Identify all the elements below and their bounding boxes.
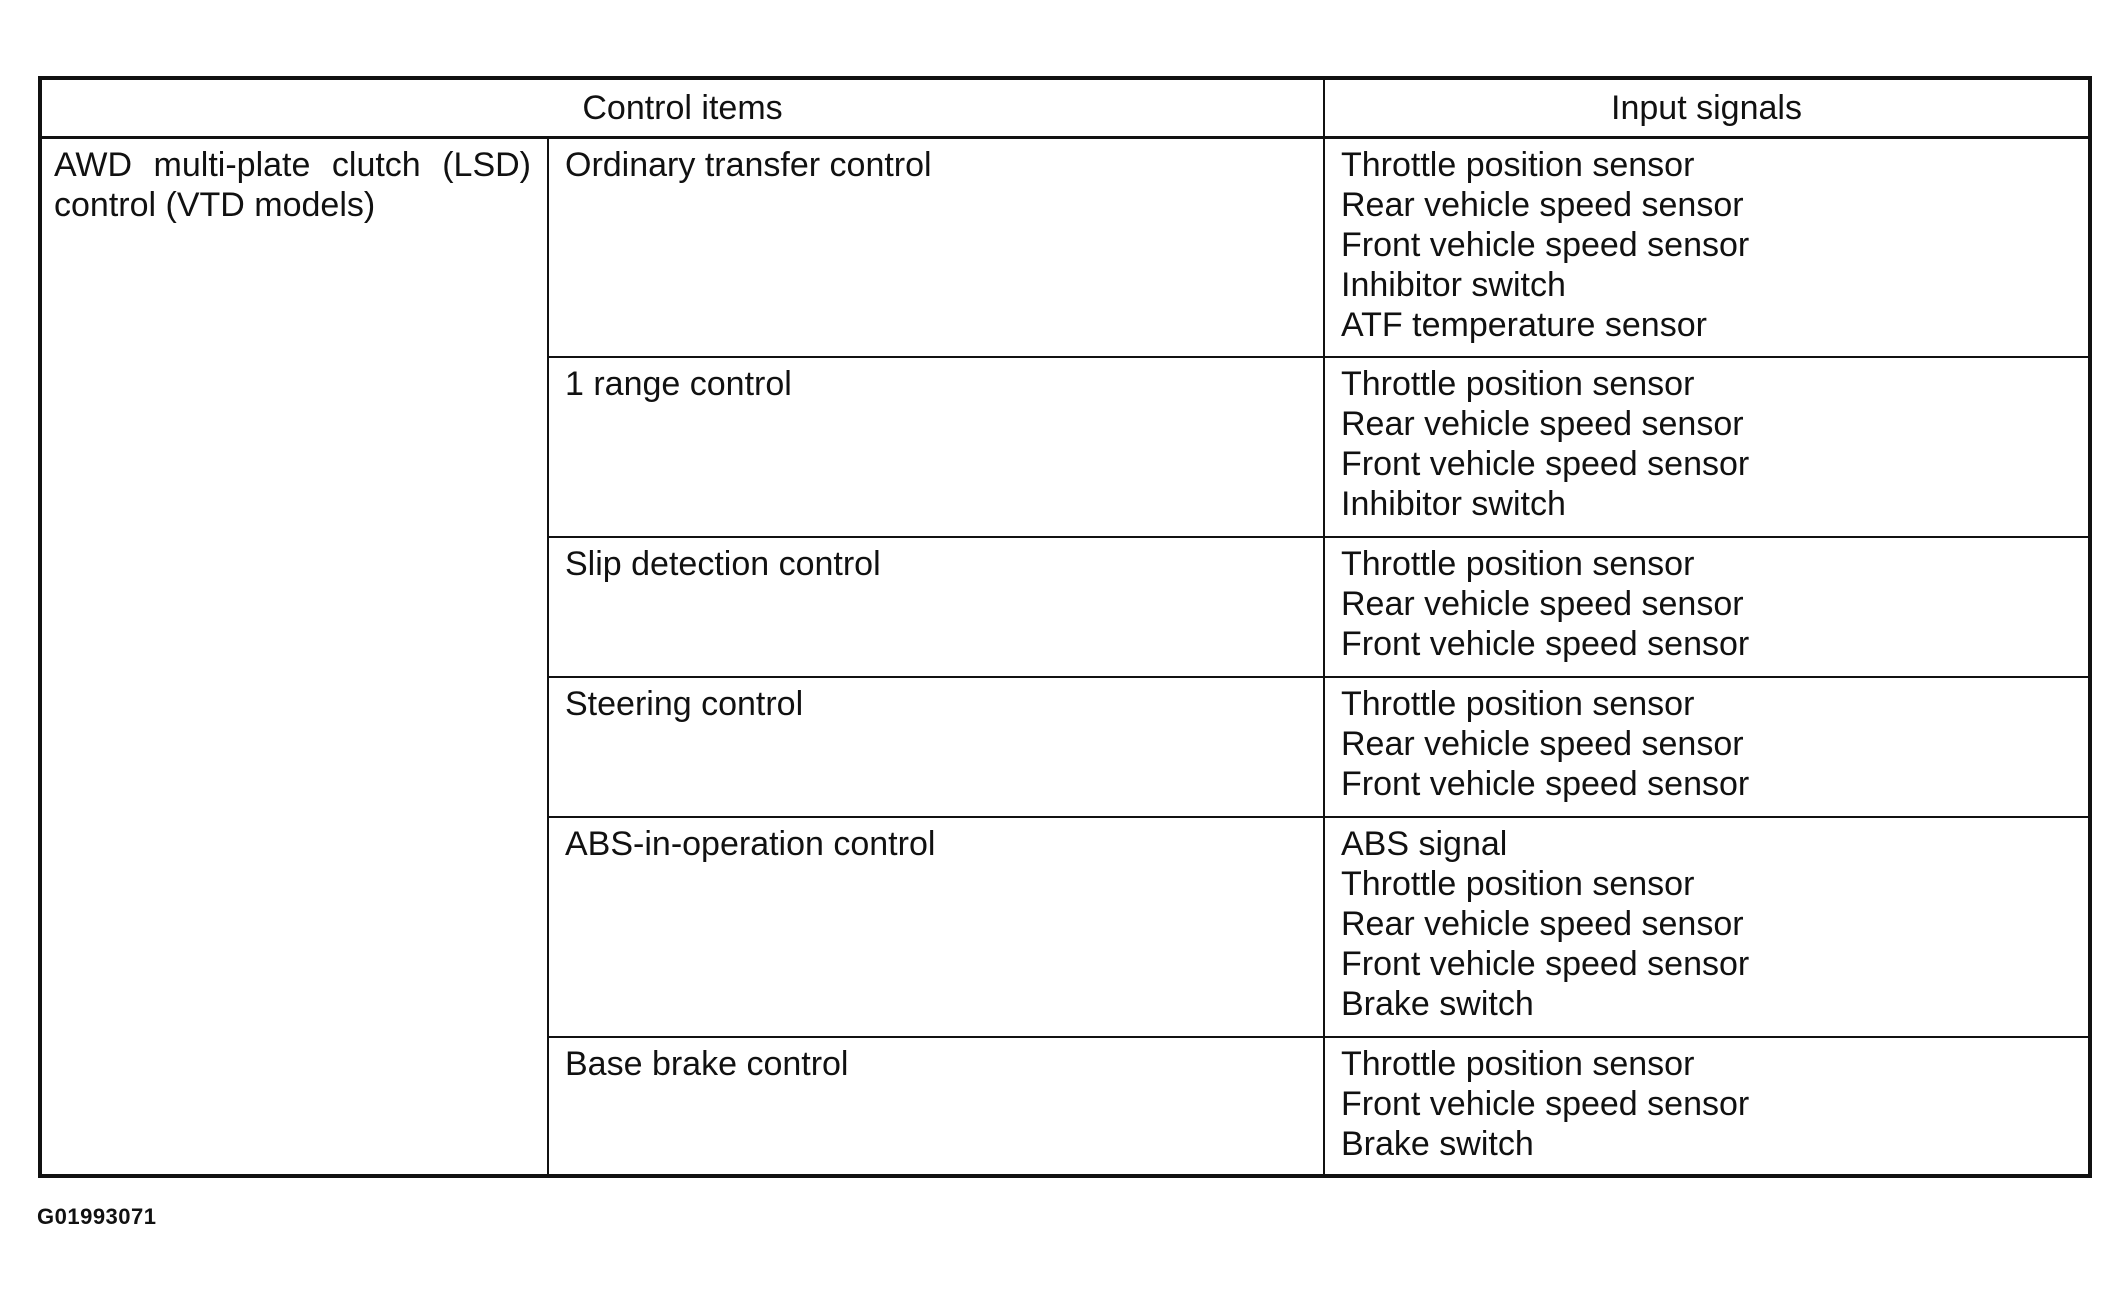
input-signal: Brake switch xyxy=(1341,984,1534,1023)
header-control-items: Control items xyxy=(40,78,1324,138)
input-signals-cell xyxy=(1324,677,2090,817)
table-body xyxy=(40,138,2090,1177)
control-item-cell: 1 range control xyxy=(548,357,1324,537)
figure-code: G01993071 xyxy=(37,1204,157,1229)
input-signal: Throttle position sensor xyxy=(1341,544,1695,583)
input-signal: Throttle position sensor xyxy=(1341,1044,1695,1083)
input-signal: Front vehicle speed sensor xyxy=(1341,624,1750,663)
table-row xyxy=(40,138,2090,357)
input-signal: Throttle position sensor xyxy=(1341,864,1695,903)
control-group-cell: AWD multi-plate clutch (LSD) control (VTD models) xyxy=(40,138,548,1177)
input-signal: Front vehicle speed sensor xyxy=(1341,226,1750,264)
input-signal: Rear vehicle speed sensor xyxy=(1341,584,1744,623)
input-signal: Rear vehicle speed sensor xyxy=(1341,186,1744,224)
input-signal: Rear vehicle speed sensor xyxy=(1341,904,1744,943)
input-signals-cell xyxy=(1324,357,2090,537)
input-signal: Throttle position sensor xyxy=(1341,364,1695,403)
input-signal: Front vehicle speed sensor xyxy=(1341,444,1750,483)
control-item-cell: Slip detection control xyxy=(548,537,1324,677)
input-signal: Inhibitor switch xyxy=(1341,484,1566,523)
input-signal: ATF temperature sensor xyxy=(1341,306,1707,344)
header-input-signals: Input signals xyxy=(1324,78,2090,138)
input-signal: Throttle position sensor xyxy=(1341,146,1695,184)
input-signals-cell xyxy=(1324,138,2090,357)
input-signal: Brake switch xyxy=(1341,1124,1534,1163)
control-item-cell: Base brake control xyxy=(548,1037,1324,1177)
input-signal: ABS signal xyxy=(1341,824,1508,863)
input-signal: Rear vehicle speed sensor xyxy=(1341,404,1744,443)
control-item-cell: Steering control xyxy=(548,677,1324,817)
input-signal: Front vehicle speed sensor xyxy=(1341,1084,1750,1123)
input-signals-cell xyxy=(1324,817,2090,1037)
control-item-cell: Ordinary transfer control xyxy=(548,138,1324,357)
input-signal: Inhibitor switch xyxy=(1341,266,1566,304)
control-items-table xyxy=(38,76,2092,1178)
input-signal: Rear vehicle speed sensor xyxy=(1341,724,1744,763)
input-signal: Front vehicle speed sensor xyxy=(1341,944,1750,983)
input-signals-cell xyxy=(1324,537,2090,677)
input-signal: Throttle position sensor xyxy=(1341,684,1695,723)
control-item-cell: ABS-in-operation control xyxy=(548,817,1324,1037)
input-signals-cell xyxy=(1324,1037,2090,1177)
input-signal: Front vehicle speed sensor xyxy=(1341,764,1750,803)
table-header-row xyxy=(40,78,2090,138)
